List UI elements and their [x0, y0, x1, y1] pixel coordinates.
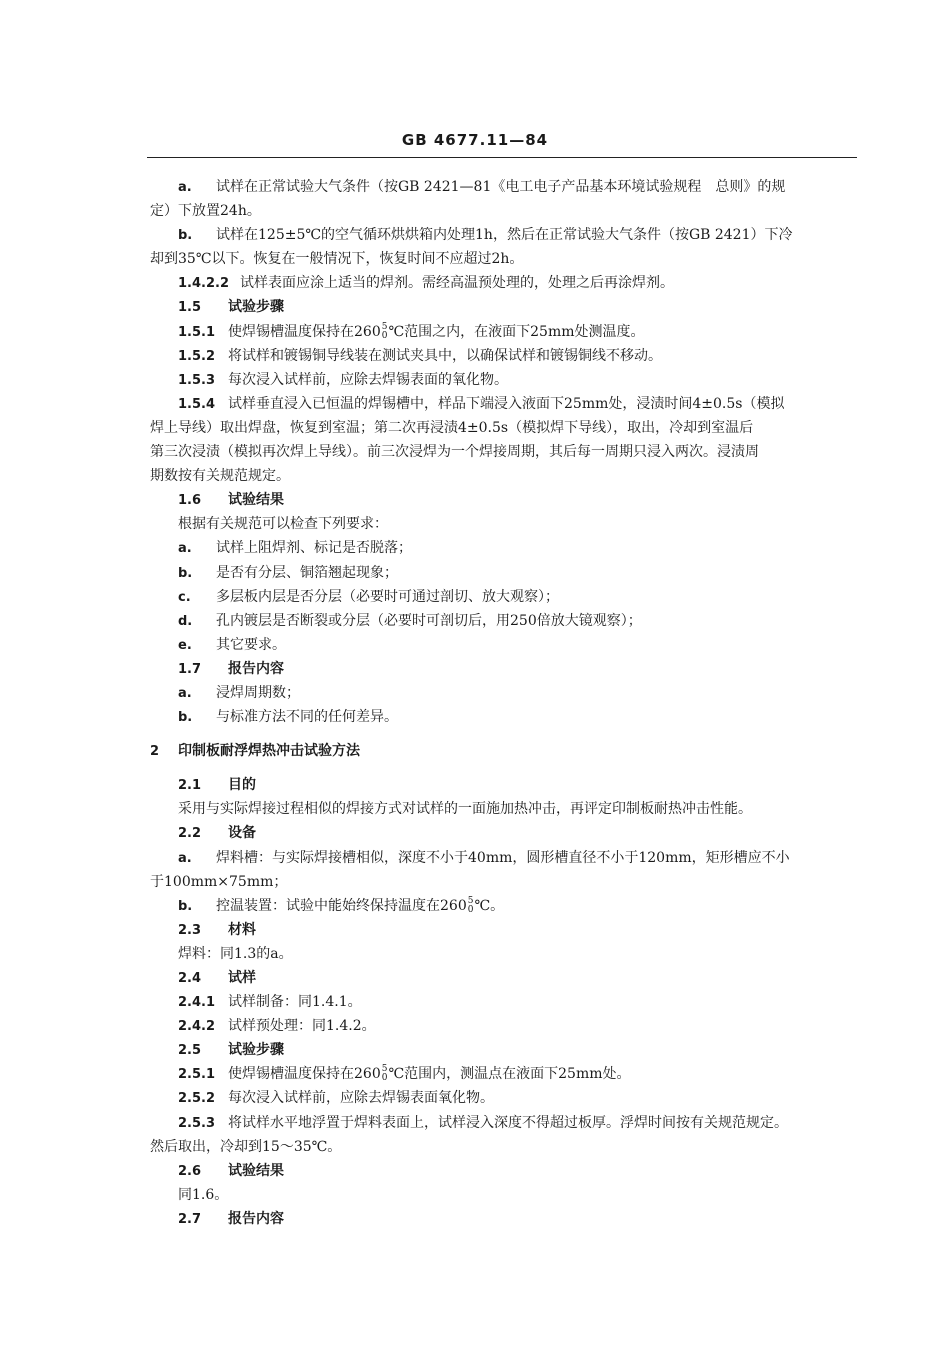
section-1-5-4-line4: 期数按有关规范规定。	[150, 468, 290, 485]
section-1-7-heading: 1.7 报告内容	[178, 660, 284, 677]
para-a-line2: 定）下放置24h。	[150, 203, 261, 220]
header-rule	[147, 157, 857, 158]
section-1-5-3: 1.5.3 每次浸入试样前，应除去焊锡表面的氧化物。	[178, 371, 508, 388]
section-1-7-item-a: a. 浸焊周期数；	[178, 684, 300, 701]
section-2-5-2: 2.5.2 每次浸入试样前，应除去焊锡表面氧化物。	[178, 1090, 494, 1107]
document-body	[150, 175, 862, 1231]
section-1-6-item-d: d. 孔内镀层是否断裂或分层（必要时可剖切后，用250倍放大镜观察）；	[178, 612, 642, 629]
tolerance-mark: 5 0	[381, 321, 388, 341]
para-b-line1: b. 试样在125±5℃的空气循环烘烘箱内处理1h，然后在正常试验大气条件（按GB 2421）下冷	[178, 227, 793, 244]
section-2-5-3-line2: 然后取出，冷却到15～35℃。	[150, 1138, 342, 1155]
section-2-2-item-a-line2: 于100mm×75mm；	[150, 873, 288, 890]
section-2-5-3-line1: 2.5.3 将试样水平地浮置于焊料表面上，试样浸入深度不得超过板厚。浮焊时间按有关规范规定。	[178, 1114, 788, 1131]
standard-code-header: GB 4677.11—84	[401, 131, 549, 149]
section-2-7-heading: 2.7 报告内容	[178, 1210, 284, 1227]
para-b-line2: 却到35℃以下。恢复在一般情况下，恢复时间不应超过2h。	[150, 251, 524, 268]
section-1-6-heading: 1.6 试验结果	[178, 492, 284, 509]
section-2-4-heading: 2.4 试样	[178, 970, 256, 986]
section-2-6-heading: 2.6 试验结果	[178, 1162, 284, 1179]
section-2-4-1: 2.4.1 试样制备：同1.4.1。	[178, 994, 362, 1011]
section-1-6-item-e: e. 其它要求。	[178, 636, 286, 653]
section-2-2-item-b: b. 控温装置：试验中能始终保持温度在260 5 0 ℃。	[178, 895, 505, 915]
section-2-heading: 2 印制板耐浮焊热冲击试验方法	[150, 743, 360, 760]
section-1-5-4-line2: 焊上导线）取出焊盘，恢复到室温；第二次再浸渍4±0.5s（模拟焊下导线），取出，冷却到室温后	[150, 419, 754, 436]
section-2-2-item-a-line1: a. 焊料槽：与实际焊接槽相似，深度不小于40mm，圆形槽直径不小于120mm，矩形槽应不小	[178, 849, 790, 866]
section-1-6-item-b: b. 是否有分层、铜箔翘起现象；	[178, 564, 398, 581]
section-1-6-intro: 根据有关规范可以检查下列要求：	[178, 516, 388, 533]
section-1-7-item-b: b. 与标准方法不同的任何差异。	[178, 709, 398, 726]
section-1-5-4-line1: 1.5.4 试样垂直浸入已恒温的焊锡槽中，样品下端浸入液面下25mm处，浸渍时间4±0.5s（模拟	[178, 395, 785, 412]
section-2-2-heading: 2.2 设备	[178, 825, 256, 842]
section-1-5-heading: 1.5 试验步骤	[178, 299, 284, 316]
section-1-4-2-2: 1.4.2.2 试样表面应涂上适当的焊剂。需经高温预处理的，处理之后再涂焊剂。	[178, 275, 674, 292]
section-2-5-heading: 2.5 试验步骤	[178, 1042, 284, 1059]
section-2-3-heading: 2.3 材料	[178, 921, 256, 938]
tolerance-mark: 5 0	[381, 1064, 388, 1084]
section-1-5-2: 1.5.2 将试样和镀锡铜导线装在测试夹具中，以确保试样和镀锡铜线不移动。	[178, 347, 662, 364]
section-1-5-1: 1.5.1 使焊锡槽温度保持在260 5 0 ℃范围之内，在液面下25mm处测温度。	[178, 321, 645, 341]
section-1-6-item-a: a. 试样上阻焊剂、标记是否脱落；	[178, 540, 412, 557]
section-1-5-4-line3: 第三次浸渍（模拟再次焊上导线）。前三次浸焊为一个焊接周期，其后每一周期只浸入两次。浸渍周	[150, 444, 759, 461]
tolerance-mark: 5 0	[467, 895, 474, 915]
section-2-3-text: 焊料：同1.3的a。	[178, 945, 293, 962]
section-2-5-1: 2.5.1 使焊锡槽温度保持在260 5 0 ℃范围内，测温点在液面下25mm处。	[178, 1064, 631, 1084]
section-2-1-text: 采用与实际焊接过程相似的焊接方式对试样的一面施加热冲击，再评定印制板耐热冲击性能。	[178, 801, 752, 818]
section-2-1-heading: 2.1 目的	[178, 777, 256, 794]
section-2-4-2: 2.4.2 试样预处理：同1.4.2。	[178, 1018, 376, 1035]
para-a-line1: a. 试样在正常试验大气条件（按GB 2421—81《电工电子产品基本环境试验规程 总则》的规	[178, 179, 786, 195]
section-2-6-text: 同1.6。	[178, 1186, 229, 1203]
section-1-6-item-c: c. 多层板内层是否分层（必要时可通过剖切、放大观察）；	[178, 588, 559, 605]
